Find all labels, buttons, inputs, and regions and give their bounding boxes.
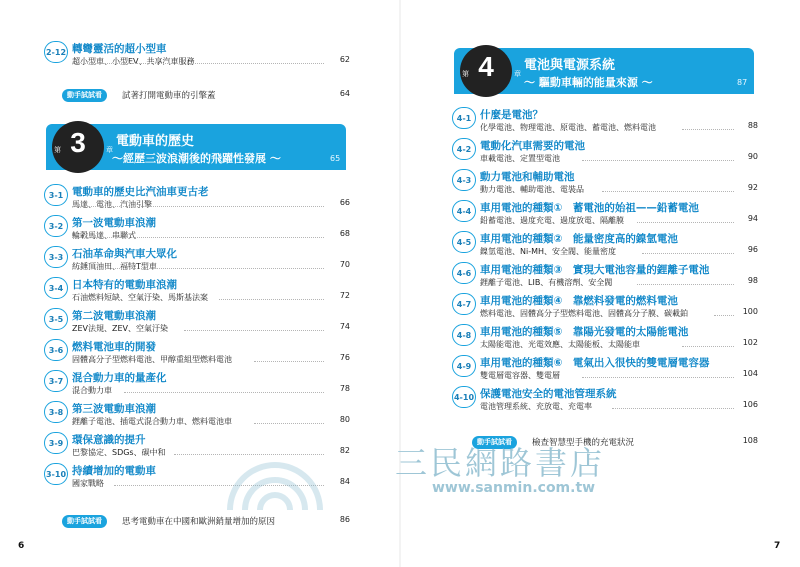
page-number: 102 [742,338,758,347]
leader-dots [184,330,324,331]
chapter-suffix: 章 [514,70,521,78]
page-number: 74 [339,322,350,331]
section-keywords: 混合動力車 [72,386,112,395]
leader-dots [602,191,734,192]
chapter-page-number: 87 [737,78,748,87]
section-keywords: 國家戰略 [72,479,104,488]
section-keywords: 鋰離子電池、插電式混合動力車、燃料電池車 [72,417,232,426]
section-number-badge: 2-12 [44,41,68,63]
section-keywords: ZEV法規、ZEV、空氣汙染 [72,324,169,333]
page-number: 70 [339,260,350,269]
section-title: 車用電池的種類⑥ 電氣出入很快的雙電層電容器 [480,357,710,369]
chapter-page-number: 65 [330,154,341,163]
page-number: 108 [742,436,758,445]
leader-dots [72,237,324,238]
section-title: 電動化汽車需要的電池 [480,140,585,152]
page-number: 82 [339,446,350,455]
section-number-badge: 3-6 [44,339,68,361]
page-number: 78 [339,384,350,393]
section-number-badge: 3-9 [44,432,68,454]
toc-entry[interactable] [452,107,762,135]
section-number-badge: 3-1 [44,184,68,206]
toc-entry[interactable] [44,246,354,274]
section-number-badge: 4-2 [452,138,476,160]
leader-dots [72,206,324,207]
chapter-suffix: 章 [106,146,113,154]
toc-entry[interactable] [452,324,762,352]
toc-entry[interactable] [44,277,354,305]
toc-entry[interactable] [44,401,354,429]
chapter-subtitle: ～ 驅動車輛的能量來源 ～ [524,76,653,89]
section-number-badge: 3-3 [44,246,68,268]
chapter-number: 3 [70,127,86,158]
section-number-badge: 4-6 [452,262,476,284]
page-number: 76 [339,353,350,362]
leader-dots [637,222,734,223]
section-title: 車用電池的種類③ 實現大電池容量的鋰離子電池 [480,264,710,276]
activity-badge: 動手試試看 [62,89,107,102]
page-number: 84 [339,477,350,486]
section-keywords: 車載電池、定置型電池 [480,154,560,163]
section-keywords: 動力電池、輔助電池、電裝品 [480,185,584,194]
section-number-badge: 3-8 [44,401,68,423]
section-keywords: 化學電池、物理電池、原電池、蓄電池、燃料電池 [480,123,656,132]
leader-dots [582,160,734,161]
page-number: 98 [747,276,758,285]
activity-entry[interactable] [62,514,354,530]
page-number: 80 [339,415,350,424]
leader-dots [642,253,734,254]
section-keywords: 紡錘頂油田、福特T型車 [72,262,157,271]
section-keywords: 電池管理系統、充放電、充電率 [480,402,592,411]
toc-entry[interactable] [452,169,762,197]
toc-entry[interactable] [452,231,762,259]
section-title: 日本特有的電動車浪潮 [72,279,177,291]
section-number-badge: 4-5 [452,231,476,253]
toc-entry[interactable] [44,339,354,367]
leader-dots [254,423,324,424]
section-title: 第三波電動車浪潮 [72,403,156,415]
page-number: 96 [747,245,758,254]
toc-entry[interactable] [44,41,354,69]
section-title: 什麼是電池？ [480,109,543,121]
section-title: 第一波電動車浪潮 [72,217,156,229]
section-title: 車用電池的種類④ 靠燃料發電的燃料電池 [480,295,678,307]
leader-dots [72,63,324,64]
section-keywords: 超小型車、小型EV、共享汽車服務 [72,57,195,66]
activity-text: 思考電動車在中國和歐洲銷量增加的原因 [122,517,276,527]
section-keywords: 鎳氫電池、Ni-MH、安全閥、能量密度 [480,247,617,256]
leader-dots [582,377,734,378]
toc-entry[interactable] [44,184,354,212]
page-number: 100 [742,307,758,316]
section-number-badge: 4-4 [452,200,476,222]
leader-dots [254,361,324,362]
section-keywords: 太陽能電池、光電效應、太陽能板、太陽能車 [480,340,640,349]
page-number: 88 [747,121,758,130]
page-number: 104 [742,369,758,378]
section-title: 電動車的歷史比汽油車更古老 [72,186,209,198]
section-keywords: 輪轂馬達、串聯式 [72,231,136,240]
folio-number: 6 [18,541,25,551]
watermark-url: www.sanmin.com.tw [432,480,596,496]
toc-entry[interactable] [452,200,762,228]
chapter-header[interactable] [454,48,754,94]
chapter-subtitle: ～經歷三波浪潮後的飛躍性發展 ～ [112,152,281,165]
section-title: 混合動力車的量產化 [72,372,167,384]
toc-entry[interactable] [44,308,354,336]
section-keywords: 石油燃料短缺、空氣汙染、馬斯基法案 [72,293,208,302]
section-title: 環保意識的提升 [72,434,146,446]
page-number: 94 [747,214,758,223]
toc-entry[interactable] [452,355,762,383]
toc-entry[interactable] [452,293,762,321]
activity-badge: 動手試試看 [62,515,107,528]
page-number: 90 [747,152,758,161]
chapter-header[interactable] [46,124,346,170]
section-number-badge: 4-1 [452,107,476,129]
leader-dots [124,392,324,393]
section-number-badge: 4-8 [452,324,476,346]
section-number-badge: 3-4 [44,277,68,299]
page-number: 72 [339,291,350,300]
section-title: 車用電池的種類② 能量密度高的鎳氫電池 [480,233,678,245]
section-number-badge: 3-2 [44,215,68,237]
section-number-badge: 4-3 [452,169,476,191]
watermark-text: 三民網路書店 [395,444,606,482]
toc-entry[interactable] [44,370,354,398]
activity-text: 試著打開電動車的引擎蓋 [122,91,216,101]
activity-text: 檢查智慧型手機的充電狀況 [532,438,635,448]
page-number: 86 [339,515,350,524]
page-number: 92 [747,183,758,192]
folio-number: 7 [774,541,781,551]
leader-dots [219,299,324,300]
chapter-prefix: 第 [462,70,469,78]
toc-entry[interactable] [452,386,762,414]
section-title: 車用電池的種類⑤ 靠陽光發電的太陽能電池 [480,326,689,338]
section-title: 燃料電池車的開發 [72,341,156,353]
leader-dots [682,346,734,347]
chapter-number: 4 [478,51,494,82]
activity-entry[interactable] [62,88,354,104]
section-keywords: 鋰離子電池、LIB、有機溶劑、安全閥 [480,278,613,287]
leader-dots [714,315,734,316]
toc-entry[interactable] [452,138,762,166]
chapter-title: 電池與電源系統 [524,58,616,73]
page-number: 68 [339,229,350,238]
section-title: 第二波電動車浪潮 [72,310,156,322]
section-keywords: 雙電層電容器、雙電層 [480,371,560,380]
section-title: 動力電池和輔助電池 [480,171,575,183]
section-number-badge: 4-10 [452,386,476,408]
page-number: 62 [339,55,350,64]
section-title: 轉彎靈活的超小型車 [72,43,167,55]
section-number-badge: 3-5 [44,308,68,330]
section-number-badge: 4-9 [452,355,476,377]
page-number: 64 [339,89,350,98]
leader-dots [72,268,324,269]
leader-dots [682,129,734,130]
activity-badge: 動手試試看 [472,436,517,449]
section-keywords: 鉛蓄電池、過度充電、過度放電、隔離膜 [480,216,624,225]
section-title: 保護電池安全的電池管理系統 [480,388,617,400]
chapter-prefix: 第 [54,146,61,154]
leader-dots [637,284,734,285]
chapter-title: 電動車的歷史 [116,134,195,149]
section-keywords: 燃料電池、固體高分子型燃料電池、固體高分子膜、碳載鉑 [480,309,688,318]
section-keywords: 巴黎協定、SDGs、碳中和 [72,448,166,457]
section-keywords: 固體高分子型燃料電池、甲醇重組型燃料電池 [72,355,232,364]
toc-entry[interactable] [452,262,762,290]
page-number: 106 [742,400,758,409]
section-number-badge: 3-10 [44,463,68,485]
leader-dots [612,408,734,409]
section-number-badge: 3-7 [44,370,68,392]
page-number: 66 [339,198,350,207]
section-title: 石油革命與汽車大眾化 [72,248,177,260]
toc-entry[interactable] [44,215,354,243]
section-number-badge: 4-7 [452,293,476,315]
section-title: 持續增加的電動車 [72,465,156,477]
section-keywords: 馬達、電池、汽油引擎 [72,200,152,209]
section-title: 車用電池的種類① 蓄電池的始祖——鉛蓄電池 [480,202,699,214]
